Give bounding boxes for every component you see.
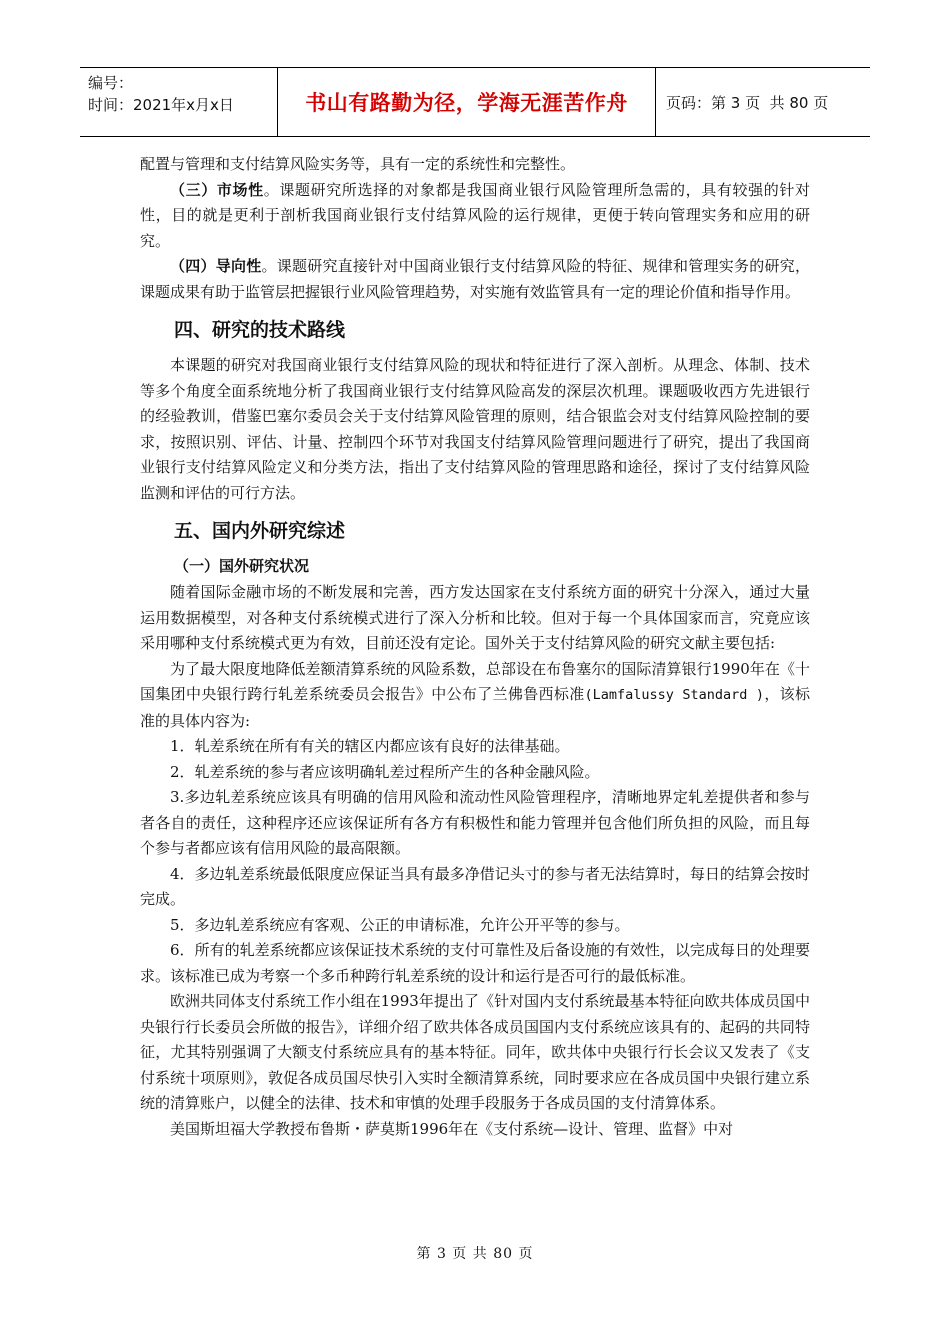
paragraph: 本课题的研究对我国商业银行支付结算风险的现状和特征进行了深入剖析。从理念、体制、技术等多个角度全面系统地分析了我国商业银行支付结算风险高发的深层次机理。课题吸收西方先进银行的经验教训，借鉴巴塞尔委员会关于支付结算风险管理的原则，结合银监会对支付结算风险控制的要求，按照识别、评估、计量、控制四个环节对我国支付结算风险管理问题进行了研究，提出了我国商业银行支付结算风险定义和分类方法，指出了支付结算风险的管理思路和途径，探讨了支付结算风险监测和评估的可行方法。: [140, 356, 810, 502]
list-item: 2．轧差系统的参与者应该明确轧差过程所产生的各种金融风险。: [170, 762, 600, 781]
paragraph: 美国斯坦福大学教授布鲁斯・萨莫斯1996年在《支付系统—设计、管理、监督》中对: [170, 1119, 734, 1138]
list-item: 4．多边轧差系统最低限度应保证当具有最多净借记头寸的参与者无法结算时，每日的结算会按时完成。: [140, 864, 810, 908]
paragraph-guidance: [140, 254, 810, 305]
paragraph-text: 。课题研究所选择的对象都是我国商业银行风险管理所急需的，具有较强的针对性，目的就是更利于剖析我国商业银行支付结算风险的运行规律，更便于转向管理实务和应用的研究。: [140, 180, 810, 250]
header-page-label: 页码：第 3 页 共 80 页: [666, 93, 829, 112]
paragraph-text: 。课题研究直接针对中国商业银行支付结算风险的特征、规律和管理实务的研究，课题成果有助于监管层把握银行业风险管理趋势，对实施有效监管具有一定的理论价值和指导作用。: [140, 257, 810, 301]
doc-time-label: 时间：2021年x月x日: [88, 96, 234, 114]
header-motto: 书山有路勤为径，学海无涯苦作舟: [278, 68, 656, 136]
list-item: 3.多边轧差系统应该具有明确的信用风险和流动性风险管理程序，清晰地界定轧差提供者和参与者各自的责任，这种程序还应该保证所有各方有积极性和能力管理并包含他们所负担的风险，而且每个参与者都应该有信用风险的最高限额。: [140, 788, 810, 857]
paragraph-text: 为了最大限度地降低差额清算系统的风险系数，总部设在布鲁塞尔的国际清算银行1990年在《十国集团中央银行跨行轧差系统委员会报告》中公布了兰佛鲁西标准: [140, 659, 810, 703]
subsection-heading: （一）国外研究状况: [174, 557, 310, 575]
list-item: 5．多边轧差系统应有客观、公正的申请标准，允许公开平等的参与。: [170, 915, 630, 934]
section-heading: 四、研究的技术路线: [174, 319, 346, 341]
paragraph: 随着国际金融市场的不断发展和完善，西方发达国家在支付系统方面的研究十分深入，通过大量运用数据模型，对各种支付系统模式进行了深入分析和比较。但对于每一个具体国家而言，究竟应该采用哪种支付系统模式更为有效，目前还没有定论。国外关于支付结算风险的研究文献主要包括:: [140, 583, 810, 652]
doc-number-label: 编号：: [88, 74, 134, 92]
paragraph: 欧洲共同体支付系统工作小组在1993年提出了《针对国内支付系统最基本特征向欧共体成员国中央银行行长委员会所做的报告》，详细介绍了欧共体各成员国国内支付系统应该具有的、起码的共同特征，尤其特别强调了大额支付系统应具有的基本特征。同年，欧共体中央银行行长会议又发表了《支付系统十项原则》，敦促各成员国尽快引入实时全额清算系统，同时要求应在各成员国中央银行建立系统的清算账户，以健全的法律、技术和审慎的处理手段服务于各成员国的支付清算体系。: [140, 992, 810, 1112]
paragraph-market: [140, 178, 810, 255]
header-page-info: [656, 68, 870, 136]
list-item: 6．所有的轧差系统都应该保证技术系统的支付可靠性及后备设施的有效性，以完成每日的处理要求。该标准已成为考察一个多币种跨行轧差系统的设计和运行是否可行的最低标准。: [140, 941, 810, 985]
header-meta: [80, 68, 278, 136]
paragraph-lead: （四）导向性: [170, 257, 262, 275]
paragraph-lead: （三）市场性: [170, 180, 264, 199]
page-footer: 第 3 页 共 80 页: [416, 1246, 534, 1262]
paragraph: 配置与管理和支付结算风险实务等，具有一定的系统性和完整性。: [140, 155, 576, 173]
document-body: [140, 152, 810, 1142]
standard-name: (Lamfalussy Standard ): [584, 687, 764, 703]
list-item: 1．轧差系统在所有有关的辖区内都应该有良好的法律基础。: [170, 737, 570, 755]
paragraph-lamfalussy: [140, 657, 810, 735]
paragraph-text: ，该标准的具体内容为:: [140, 685, 810, 730]
page-header: [80, 67, 870, 137]
section-heading: 五、国内外研究综述: [174, 520, 346, 542]
